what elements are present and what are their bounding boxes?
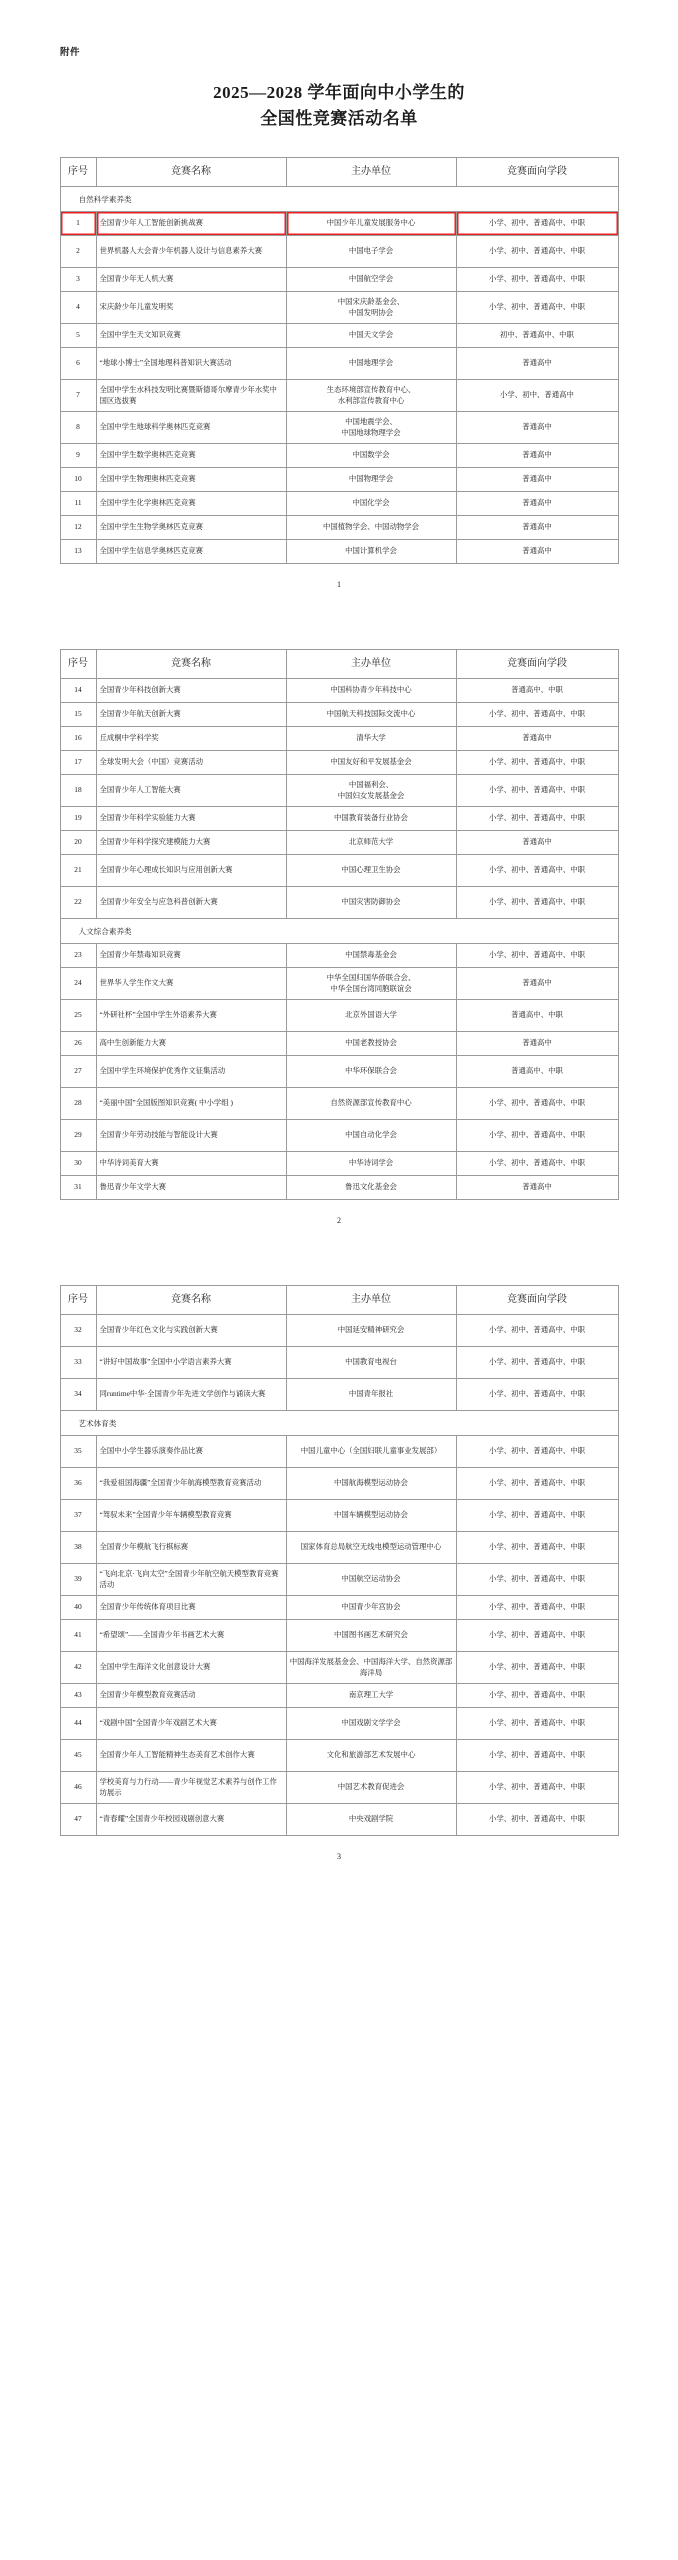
table-row	[60, 968, 618, 1000]
table-row	[60, 1315, 618, 1347]
cell-org: 自然资源部宣传教育中心	[286, 1088, 456, 1120]
category-row	[60, 919, 618, 944]
cell-org: 中华全国归国华侨联合会、 中华全国台湾同胞联谊会	[286, 968, 456, 1000]
cell-no: 32	[60, 1315, 96, 1347]
table-header-row	[60, 650, 618, 679]
cell-org: 国家体育总局航空无线电模型运动管理中心	[286, 1532, 456, 1564]
cell-stage: 小学、初中、普通高中、中职	[456, 1500, 618, 1532]
table-row	[60, 831, 618, 855]
cell-name: 全国中学生数学奥林匹克竞赛	[96, 444, 286, 468]
cell-org: 中国航天科技国际交流中心	[286, 703, 456, 727]
cell-no: 25	[60, 1000, 96, 1032]
cell-no: 42	[60, 1652, 96, 1684]
table-row	[60, 348, 618, 380]
cell-org: 中国延安精神研究会	[286, 1315, 456, 1347]
cell-name: 全国中学生生物学奥林匹克竞赛	[96, 516, 286, 540]
title-line-2: 全国性竞赛活动名单	[260, 108, 418, 128]
table-row	[60, 1532, 618, 1564]
cell-no: 45	[60, 1740, 96, 1772]
cell-org: 中国青年报社	[286, 1379, 456, 1411]
cell-no: 33	[60, 1347, 96, 1379]
cell-name: 全国青少年人工智能大赛	[96, 775, 286, 807]
cell-stage: 普通高中	[456, 468, 618, 492]
cell-stage: 小学、初中、普通高中、中职	[456, 268, 618, 292]
cell-name: 同runtime中华·全国青少年先进文学创作与诵读大赛	[96, 1379, 286, 1411]
cell-stage: 小学、初中、普通高中、中职	[456, 1152, 618, 1176]
cell-stage: 小学、初中、普通高中、中职	[456, 1379, 618, 1411]
cell-stage: 小学、初中、普通高中、中职	[456, 1347, 618, 1379]
cell-no: 7	[60, 380, 96, 412]
cell-org: 中国自动化学会	[286, 1120, 456, 1152]
table-row	[60, 751, 618, 775]
cell-no: 22	[60, 887, 96, 919]
cell-name: 全国中学生天文知识竞赛	[96, 324, 286, 348]
cell-org: 中华诗词学会	[286, 1152, 456, 1176]
cell-org: 鲁迅文化基金会	[286, 1176, 456, 1200]
table-row	[60, 887, 618, 919]
cell-name: 全国青少年模航飞行棋标赛	[96, 1532, 286, 1564]
column-header-stage: 竞赛面向学段	[456, 158, 618, 187]
cell-name: 全国青少年人工智能精神生态美育艺术创作大赛	[96, 1740, 286, 1772]
cell-name: “我爱祖国海疆”全国青少年航海模型教育竞赛活动	[96, 1468, 286, 1500]
cell-org: 中国青少年宫协会	[286, 1596, 456, 1620]
cell-name: 全国青少年航天创新大赛	[96, 703, 286, 727]
table-row	[60, 540, 618, 564]
cell-org: 清华大学	[286, 727, 456, 751]
cell-stage: 小学、初中、普通高中、中职	[456, 1532, 618, 1564]
table-row	[60, 1740, 618, 1772]
table-row	[60, 268, 618, 292]
cell-name: 全国青少年科学探究建模能力大赛	[96, 831, 286, 855]
table-row	[60, 1708, 618, 1740]
table-row	[60, 1379, 618, 1411]
cell-stage: 小学、初中、普通高中、中职	[456, 212, 618, 236]
page-number: 2	[337, 1216, 341, 1225]
table-row	[60, 468, 618, 492]
table-row	[60, 1652, 618, 1684]
cell-no: 24	[60, 968, 96, 1000]
cell-no: 18	[60, 775, 96, 807]
cell-org: 中国数学会	[286, 444, 456, 468]
cell-stage: 小学、初中、普通高中、中职	[456, 1772, 618, 1804]
cell-no: 38	[60, 1532, 96, 1564]
table-row	[60, 1000, 618, 1032]
cell-stage: 小学、初中、普通高中、中职	[456, 775, 618, 807]
cell-stage: 小学、初中、普通高中、中职	[456, 807, 618, 831]
cell-stage: 小学、初中、普通高中、中职	[456, 944, 618, 968]
cell-stage: 小学、初中、普通高中、中职	[456, 1120, 618, 1152]
cell-name: 全国青少年禁毒知识竞赛	[96, 944, 286, 968]
cell-no: 31	[60, 1176, 96, 1200]
table-header-row	[60, 158, 618, 187]
cell-no: 39	[60, 1564, 96, 1596]
cell-name: 世界华人学生作文大赛	[96, 968, 286, 1000]
cell-no: 21	[60, 855, 96, 887]
table-row	[60, 944, 618, 968]
column-header-name: 竞赛名称	[96, 158, 286, 187]
cell-no: 34	[60, 1379, 96, 1411]
competition-table	[60, 649, 619, 1200]
cell-name: 全国中学生水科技发明比赛暨斯德哥尔摩青少年水奖中国区选拔赛	[96, 380, 286, 412]
cell-stage: 小学、初中、普通高中	[456, 380, 618, 412]
table-row	[60, 1436, 618, 1468]
cell-org: 中国化学会	[286, 492, 456, 516]
cell-org: 中国儿童中心（全国妇联儿童事业发展部）	[286, 1436, 456, 1468]
category-label: 艺术体育类	[60, 1411, 618, 1436]
column-header-stage: 竞赛面向学段	[456, 650, 618, 679]
cell-stage: 小学、初中、普通高中、中职	[456, 1684, 618, 1708]
cell-no: 4	[60, 292, 96, 324]
cell-stage: 小学、初中、普通高中、中职	[456, 1652, 618, 1684]
table-head	[60, 650, 618, 679]
cell-org: 中国海洋发展基金会、中国海洋大学、自然资源部海洋局	[286, 1652, 456, 1684]
cell-no: 28	[60, 1088, 96, 1120]
table-row	[60, 1120, 618, 1152]
column-header-org: 主办单位	[286, 158, 456, 187]
cell-name: 全国中学生物理奥林匹克竞赛	[96, 468, 286, 492]
cell-name: 丘成桐中学科学奖	[96, 727, 286, 751]
competition-table	[60, 1285, 619, 1836]
cell-no: 5	[60, 324, 96, 348]
cell-no: 40	[60, 1596, 96, 1620]
cell-no: 23	[60, 944, 96, 968]
cell-stage: 小学、初中、普通高中、中职	[456, 887, 618, 919]
cell-stage: 普通高中	[456, 348, 618, 380]
cell-stage: 小学、初中、普通高中、中职	[456, 751, 618, 775]
cell-name: “美丽中国”全国版图知识竞赛( 中小学组 )	[96, 1088, 286, 1120]
cell-no: 14	[60, 679, 96, 703]
table-row	[60, 324, 618, 348]
cell-name: 全国中学生信息学奥林匹克竞赛	[96, 540, 286, 564]
table-row	[60, 212, 618, 236]
column-header-org: 主办单位	[286, 1286, 456, 1315]
table-row	[60, 1500, 618, 1532]
cell-stage: 小学、初中、普通高中、中职	[456, 855, 618, 887]
cell-stage: 小学、初中、普通高中、中职	[456, 1564, 618, 1596]
table-row	[60, 1596, 618, 1620]
cell-name: 全国中学生地球科学奥林匹克竞赛	[96, 412, 286, 444]
cell-stage: 小学、初中、普通高中、中职	[456, 292, 618, 324]
cell-no: 8	[60, 412, 96, 444]
cell-org: 中国图书画艺术研究会	[286, 1620, 456, 1652]
cell-name: 全国青少年安全与应急科普创新大赛	[96, 887, 286, 919]
attachment-label: 附件	[60, 47, 81, 58]
cell-no: 1	[60, 212, 96, 236]
category-row	[60, 1411, 618, 1436]
cell-no: 3	[60, 268, 96, 292]
cell-name: 全球发明大会（中国）竞赛活动	[96, 751, 286, 775]
cell-no: 44	[60, 1708, 96, 1740]
cell-stage: 小学、初中、普通高中、中职	[456, 236, 618, 268]
column-header-org: 主办单位	[286, 650, 456, 679]
column-header-name: 竞赛名称	[96, 650, 286, 679]
cell-name: 宋庆龄少年儿童发明奖	[96, 292, 286, 324]
cell-name: 全国青少年红色文化与实践创新大赛	[96, 1315, 286, 1347]
cell-name: 全国中小学生器乐演奏作品比赛	[96, 1436, 286, 1468]
cell-org: 中国灾害防御协会	[286, 887, 456, 919]
cell-name: “外研社杯”全国中学生外语素养大赛	[96, 1000, 286, 1032]
cell-org: 生态环境部宣传教育中心、 水利部宣传教育中心	[286, 380, 456, 412]
cell-stage: 小学、初中、普通高中、中职	[456, 1468, 618, 1500]
table-body	[60, 679, 618, 1200]
cell-stage: 普通高中	[456, 444, 618, 468]
cell-org: 中央戏剧学院	[286, 1804, 456, 1836]
table-row	[60, 1804, 618, 1836]
cell-stage: 普通高中	[456, 492, 618, 516]
cell-no: 26	[60, 1032, 96, 1056]
cell-stage: 普通高中	[456, 831, 618, 855]
cell-name: “戏剧中国”全国青少年戏剧艺术大赛	[96, 1708, 286, 1740]
cell-no: 47	[60, 1804, 96, 1836]
cell-no: 16	[60, 727, 96, 751]
cell-no: 17	[60, 751, 96, 775]
table-row	[60, 1056, 618, 1088]
cell-stage: 小学、初中、普通高中、中职	[456, 1804, 618, 1836]
table-head	[60, 158, 618, 187]
cell-name: 全国中学生海洋文化创意设计大赛	[96, 1652, 286, 1684]
cell-org: 中国教育装备行业协会	[286, 807, 456, 831]
column-header-no: 序号	[60, 158, 96, 187]
cell-org: 文化和旅游部艺术发展中心	[286, 1740, 456, 1772]
title-line-1: 2025—2028 学年面向中小学生的	[213, 83, 465, 102]
cell-name: 学校美育与力行动——青少年视觉艺术素养与创作工作坊展示	[96, 1772, 286, 1804]
cell-no: 46	[60, 1772, 96, 1804]
table-row	[60, 380, 618, 412]
table-row	[60, 1347, 618, 1379]
cell-no: 35	[60, 1436, 96, 1468]
cell-name: “希望颂”——全国青少年书画艺术大赛	[96, 1620, 286, 1652]
cell-name: 世界机器人大会青少年机器人设计与信息素养大赛	[96, 236, 286, 268]
table-row	[60, 1564, 618, 1596]
cell-stage: 小学、初中、普通高中、中职	[456, 1436, 618, 1468]
cell-org: 中国车辆模型运动协会	[286, 1500, 456, 1532]
cell-stage: 普通高中	[456, 727, 618, 751]
cell-no: 30	[60, 1152, 96, 1176]
cell-no: 2	[60, 236, 96, 268]
page-title	[0, 80, 678, 131]
cell-no: 11	[60, 492, 96, 516]
cell-stage: 小学、初中、普通高中、中职	[456, 1740, 618, 1772]
cell-name: “讲好中国故事”全国中小学语言素养大赛	[96, 1347, 286, 1379]
table-row	[60, 236, 618, 268]
cell-name: “飞向北京·飞向太空”全国青少年航空航天模型教育竞赛活动	[96, 1564, 286, 1596]
table-row	[60, 1772, 618, 1804]
cell-stage: 普通高中	[456, 1176, 618, 1200]
cell-name: 鲁迅青少年文学大赛	[96, 1176, 286, 1200]
cell-no: 9	[60, 444, 96, 468]
cell-org: 中国心理卫生协会	[286, 855, 456, 887]
cell-no: 10	[60, 468, 96, 492]
cell-stage: 初中、普通高中、中职	[456, 324, 618, 348]
cell-no: 43	[60, 1684, 96, 1708]
cell-org: 中国航空学会	[286, 268, 456, 292]
cell-org: 中国地震学会、 中国地球物理学会	[286, 412, 456, 444]
table-row	[60, 855, 618, 887]
table-row	[60, 807, 618, 831]
table-header-row	[60, 1286, 618, 1315]
cell-org: 北京外国语大学	[286, 1000, 456, 1032]
cell-stage: 普通高中、中职	[456, 1000, 618, 1032]
cell-no: 29	[60, 1120, 96, 1152]
cell-name: 全国中学生环境保护优秀作文征集活动	[96, 1056, 286, 1088]
cell-org: 中国物理学会	[286, 468, 456, 492]
cell-name: 全国青少年科学实验能力大赛	[96, 807, 286, 831]
cell-stage: 小学、初中、普通高中、中职	[456, 1596, 618, 1620]
cell-no: 20	[60, 831, 96, 855]
cell-name: 全国青少年无人机大赛	[96, 268, 286, 292]
cell-name: 全国青少年劳动技能与智能设计大赛	[96, 1120, 286, 1152]
cell-name: “驾驭未来”全国青少年车辆模型教育竞赛	[96, 1500, 286, 1532]
table-row	[60, 703, 618, 727]
cell-stage: 普通高中	[456, 412, 618, 444]
cell-org: 中国友好和平发展基金会	[286, 751, 456, 775]
table-row	[60, 492, 618, 516]
cell-stage: 小学、初中、普通高中、中职	[456, 703, 618, 727]
cell-stage: 普通高中	[456, 516, 618, 540]
cell-no: 15	[60, 703, 96, 727]
cell-org: 中国航海模型运动协会	[286, 1468, 456, 1500]
column-header-stage: 竞赛面向学段	[456, 1286, 618, 1315]
cell-stage: 小学、初中、普通高中、中职	[456, 1708, 618, 1740]
cell-org: 中国教育电视台	[286, 1347, 456, 1379]
cell-org: 中国戏剧文学学会	[286, 1708, 456, 1740]
table-row	[60, 1176, 618, 1200]
cell-org: 中国航空运动协会	[286, 1564, 456, 1596]
cell-name: 中华诗词美育大赛	[96, 1152, 286, 1176]
cell-org: 中国禁毒基金会	[286, 944, 456, 968]
cell-org: 中国地理学会	[286, 348, 456, 380]
cell-stage: 小学、初中、普通高中、中职	[456, 1315, 618, 1347]
table-row	[60, 727, 618, 751]
cell-name: 全国青少年科技创新大赛	[96, 679, 286, 703]
column-header-name: 竞赛名称	[96, 1286, 286, 1315]
page-3	[0, 1285, 678, 1891]
table-row	[60, 412, 618, 444]
cell-org: 中华环保联合会	[286, 1056, 456, 1088]
cell-no: 19	[60, 807, 96, 831]
table-row	[60, 444, 618, 468]
cell-org: 中国植物学会、中国动物学会	[286, 516, 456, 540]
column-header-no: 序号	[60, 1286, 96, 1315]
table-row	[60, 1468, 618, 1500]
cell-stage: 普通高中	[456, 540, 618, 564]
table-row	[60, 1152, 618, 1176]
cell-no: 12	[60, 516, 96, 540]
cell-org: 中国老教授协会	[286, 1032, 456, 1056]
table-body	[60, 187, 618, 564]
cell-name: 全国青少年传统体育项目比赛	[96, 1596, 286, 1620]
cell-name: 全国青少年模型教育竞赛活动	[96, 1684, 286, 1708]
cell-no: 6	[60, 348, 96, 380]
table-row	[60, 775, 618, 807]
cell-org: 南京理工大学	[286, 1684, 456, 1708]
category-row	[60, 187, 618, 212]
cell-no: 36	[60, 1468, 96, 1500]
table-row	[60, 1684, 618, 1708]
cell-stage: 普通高中、中职	[456, 679, 618, 703]
cell-name: 全国青少年心理成长知识与应用创新大赛	[96, 855, 286, 887]
cell-stage: 普通高中、中职	[456, 1056, 618, 1088]
cell-no: 37	[60, 1500, 96, 1532]
cell-no: 27	[60, 1056, 96, 1088]
page-2	[0, 649, 678, 1255]
cell-stage: 普通高中	[456, 968, 618, 1000]
table-row	[60, 1088, 618, 1120]
cell-org: 中国宋庆龄基金会、 中国发明协会	[286, 292, 456, 324]
table-row	[60, 292, 618, 324]
table-body	[60, 1315, 618, 1836]
category-label: 人文综合素养类	[60, 919, 618, 944]
page-number: 3	[337, 1852, 341, 1861]
cell-org: 中国天文学会	[286, 324, 456, 348]
table-row	[60, 1032, 618, 1056]
table-head	[60, 1286, 618, 1315]
cell-name: “地球小博士”全国地理科普知识大赛活动	[96, 348, 286, 380]
page-number: 1	[337, 580, 341, 589]
cell-name: 全国中学生化学奥林匹克竞赛	[96, 492, 286, 516]
cell-org: 中国艺术教育促进会	[286, 1772, 456, 1804]
cell-name: 高中生创新能力大赛	[96, 1032, 286, 1056]
cell-no: 41	[60, 1620, 96, 1652]
table-row	[60, 679, 618, 703]
cell-no: 13	[60, 540, 96, 564]
cell-org: 中国少年儿童发展服务中心	[286, 212, 456, 236]
table-row	[60, 1620, 618, 1652]
page-1	[0, 0, 678, 619]
cell-stage: 小学、初中、普通高中、中职	[456, 1620, 618, 1652]
cell-name: 全国青少年人工智能创新挑战赛	[96, 212, 286, 236]
cell-org: 中国电子学会	[286, 236, 456, 268]
column-header-no: 序号	[60, 650, 96, 679]
cell-name: “青春耀”全国青少年校园戏剧创意大赛	[96, 1804, 286, 1836]
cell-org: 中国福利会、 中国妇女发展基金会	[286, 775, 456, 807]
table-row	[60, 516, 618, 540]
cell-stage: 普通高中	[456, 1032, 618, 1056]
cell-org: 中国科协青少年科技中心	[286, 679, 456, 703]
cell-org: 北京师范大学	[286, 831, 456, 855]
cell-stage: 小学、初中、普通高中、中职	[456, 1088, 618, 1120]
competition-table	[60, 157, 619, 564]
category-label: 自然科学素养类	[60, 187, 618, 212]
cell-org: 中国计算机学会	[286, 540, 456, 564]
